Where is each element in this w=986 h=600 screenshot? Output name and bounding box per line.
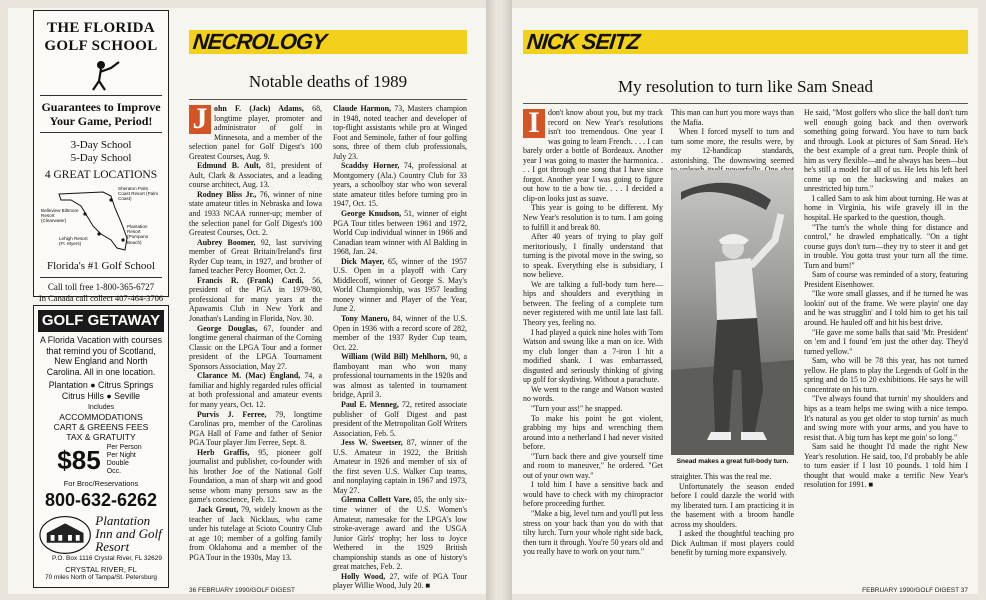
page-folio-right: FEBRUARY 1990/GOLF DIGEST 37: [862, 587, 968, 594]
obituary-text: 73, Masters champion in 1948, noted teacher and developer of top-flight assistants while pro at Winged Foot and Seminole, father of four golfing sons, three of them club professionals, July 23.: [333, 104, 467, 161]
article-paragraph: This year is going to be different. My New Year's resolution is to turn. I am going to fulfill it and break 80.: [523, 203, 663, 232]
ad-tagline: Florida's #1 Golf School: [46, 260, 155, 272]
article-paragraph: I told him I have a sensitive back and would have to check with my chiropractor before proceeding further.: [523, 480, 663, 509]
obituary-name: Herb Graffis,: [197, 447, 250, 457]
seitz-column-2-bottom: [671, 472, 794, 558]
article-paragraph: When I forced myself to turn and turn some more, the results were, by my 12-handicap standards, astonishing. The downswing seemed: [671, 127, 794, 165]
includes-item: CART & GREENS FEES: [53, 422, 149, 433]
article-paragraph: "I've always found that turnin' my shoulders and hips as a team helps me swing with a nice tempo. It's natural as you get older to stop turnin' as much and swing more with your arms, and you have to resist that. A big turn has kept me goin' so long.": [804, 394, 968, 442]
obituary-entry: [189, 371, 322, 409]
seitz-title: My resolution to turn like Sam Snead: [618, 77, 873, 96]
obituary-entry: [189, 410, 322, 448]
article-paragraph: "Ike wore small glasses, and if he turned he was lookin' out of the frame. We were playin' one day and he was strugglin' and I told him to get his tail around. He hauled off and hit his best drive.: [804, 289, 968, 328]
inn-logo-text: Plantation Inn and Golf Resort: [95, 513, 162, 555]
obituary-entry: [333, 314, 467, 352]
article-paragraph: To make his point he got violent, grabbing my hips and wrenching them around into a netherland I had never visited before.: [523, 413, 663, 452]
obituary-name: Glenna Collett Vare,: [341, 495, 412, 505]
obituary-text: 92, last surviving member of Great Britain/Ireland's first Ryder Cup team, in 1927, and brother of famed teacher Percy Boomer, Oct. 2.: [189, 237, 322, 276]
necrology-tag: [189, 30, 467, 54]
obituary-entry: [333, 161, 467, 209]
ad-courses: Plantation ● Citrus Springs Citrus Hills ● Seville: [48, 380, 154, 401]
obituary-name: George Douglas,: [197, 323, 258, 333]
obituary-text: 67, founder and longtime general chairman of the Corning Classic on the LPGA Tour and a former president of the LPGA Tournament Sponsors Association, May 27.: [189, 323, 322, 371]
ad-title: THE FLORIDA GOLF SCHOOL: [44, 20, 158, 54]
section-tag-label: NECROLOGY: [191, 29, 328, 54]
map-label: Lehigh Resort (Ft. Myers): [59, 236, 88, 247]
title-rule: [189, 99, 467, 100]
ad-headline: Guarantees to Improve Your Game, Period!: [41, 100, 161, 128]
article-paragraph: "Make a big, level turn and you'll put less stress on your back than you do with that tilty lurch. Turn your whole right side back, then turn it through. You're 50 years old and you really have to work on your turn.": [523, 508, 663, 557]
obituary-entry: [189, 505, 322, 562]
obituary-name: Tony Manero,: [341, 314, 390, 324]
inn-building-icon: [39, 513, 91, 555]
ad-location: 70 miles North of Tampa/St. Petersburg: [45, 573, 157, 581]
article-paragraph: I called Sam to ask him about turning. He was at home in Virginia, his wife gravely ill in the hospital. He sparked to the question, though.: [804, 193, 968, 223]
obituary-text: 95, pioneer golf journalist and publisher, co-founder with his brother Joe of the National Golf Foundation, a man of sharp wit and good sense whom many persons saw as the game's conscience, Feb. 12.: [189, 447, 322, 505]
section-tag-label: NICK SEITZ: [525, 29, 641, 54]
seitz-tag: [523, 30, 968, 54]
divider: [40, 277, 162, 278]
obituary-entry: [333, 572, 467, 591]
obituary-text: 79, widely known as the teacher of Jack Nicklaus, who came under his tutelage at Scioto Country Club at age 10; member of a golfing family from Oklahoma and a member of the PGA Tour in the 1930s, May 13.: [189, 504, 322, 562]
article-paragraph: I asked the thoughtful teaching pro Dick Aultman if most players could benefit by turning more expansively.: [671, 529, 794, 558]
obituary-entry: [333, 495, 467, 571]
article-paragraph: This man can hurt you more ways than the Mafia.: [671, 108, 794, 127]
price: $85: [57, 445, 101, 476]
golfer-logo-icon: [71, 59, 131, 91]
obituary-text: 87, winner of the U.S. Amateur in 1922, the British Amateur in 1926 and member of six of the first seven U.S. Walker Cup teams, and nonplaying captain in 1967 and 1973, May 27.: [333, 438, 467, 495]
obituary-name: ohn F. (Jack) Adams,: [214, 104, 304, 113]
obituary-name: Purvis J. Ferree,: [197, 409, 267, 419]
map-label: Plantation Resort (Pompano Beach): [127, 224, 149, 245]
divider: [40, 132, 162, 133]
obituary-text: 84, winner of the U.S. Open in 1936 with a record score of 282, member of the 1937 Ryder Cup team, Oct. 22.: [333, 314, 467, 352]
obituary-text: 81, president of Ault, Clark & Associates, and a leading course architect, Aug. 13.: [189, 161, 323, 190]
obituary-name: Scaddsy Horner,: [341, 161, 400, 171]
page-folio-left: 36 FEBRUARY 1990/GOLF DIGEST: [189, 587, 295, 594]
gutter: [486, 0, 512, 600]
obituary-entry: [189, 276, 322, 324]
brochure-label: For Broc/Reservations: [63, 479, 139, 489]
obituary-text: 74, a familiar and highly regarded rules official at both professional and amateur events for many years, Oct. 12.: [189, 371, 323, 409]
obituary-text: 65, winner of the 1957 U.S. Open in a playoff with Cary Middlecoff, winner of George S. May's World Championship, was 1957 leading money winner and Player of the Year, June 2.: [333, 256, 467, 314]
article-paragraph: I had played a quick nine holes with Tom Watson and swung like a man on ice. With my club longer than a 7-iron I hit a modified shank. I was embarrassed, disgusted and seriously thinking of giving up golf for skydiving. Without a parachute.: [523, 327, 663, 385]
obituary-entry: [189, 161, 322, 190]
necrology-title: Notable deaths of 1989: [248, 72, 408, 91]
obituary-name: Francis R. (Frank) Cardi,: [197, 275, 304, 285]
price-block: [34, 444, 168, 476]
photo-caption: Snead makes a great full-body turn.: [676, 458, 789, 465]
article-paragraph: We went to the range and Watson wasted no words.: [523, 384, 663, 404]
drop-cap: J: [189, 105, 211, 134]
obituary-name: Rodney Bliss Jr.,: [197, 189, 257, 199]
obituary-name: George Knudson,: [341, 209, 402, 219]
article-paragraph: "The turn's the whole thing for distance and control," he drawled emphatically. "On a tight course guys don't turn—they try to steer it and get in trouble. You gotta trust your turn all the time. Turn and burn!": [804, 222, 968, 270]
obituary-entry: [333, 400, 467, 438]
obituary-name: Edmund B. Ault,: [197, 161, 261, 171]
inn-logo-block: [39, 513, 163, 555]
article-paragraph: "Turn back there and give yourself time and room to maneuver," he ordered. "Get out of your own way.": [523, 451, 663, 480]
article-paragraph: straighter. This was the real me.: [671, 472, 772, 481]
article-paragraph: "Turn your ass!" he snapped.: [531, 403, 623, 413]
obituary-name: Clarance M. (Mac) England,: [197, 371, 301, 381]
golfer-silhouette-icon: [671, 170, 794, 455]
phone-line[interactable]: In Canada call collect 407-464-3706: [38, 293, 164, 303]
map-label: Belleview Biltmore Resort (Clearwater): [41, 208, 79, 224]
map-label: Sheraton Palm Coast Resort (Palm Coast): [118, 186, 159, 202]
title-rule: [523, 103, 968, 104]
obituary-name: Dick Mayer,: [341, 256, 385, 266]
plantation-inn-ad[interactable]: [33, 305, 169, 588]
obituary-entry: [189, 190, 322, 238]
obituary-entry: [189, 448, 322, 505]
article-paragraph: Sam said he thought I'd made the right New Year's resolution. He said, too, I'd probably be able to turn easier if I lost 10 pounds. I told him I thought that would make a terrific New Year's resolution for 1991. ■: [804, 442, 968, 490]
obituary-text: 27, wife of PGA Tour player Willie Wood, July 20. ■: [333, 571, 467, 591]
article-paragraph: Unfortunately the season ended before I could dazzle the world with my liberated turn. I am practicing it in the basement with a broom handle across my shoulders.: [671, 481, 794, 529]
obituary-entry: [189, 324, 322, 372]
obituary-entry: [189, 238, 322, 276]
article-paragraph: Sam of course was reminded of a story, featuring President Eisenhower.: [804, 270, 968, 289]
obituary-text: 72, retired associate publisher of Golf Digest and past president of the Metropolitan Golf Writers Association, Feb. 5.: [333, 399, 467, 438]
obituary-name: Jess W. Sweetser,: [341, 438, 403, 448]
drop-cap: I: [523, 109, 545, 138]
includes-label: Includes: [87, 403, 115, 411]
program-3day: 3-Day School: [70, 139, 132, 151]
obituary-text: 90, a flamboyant man who won many professional tournaments in the 1920s and was almost as talented in tournament bridge, April 3.: [333, 352, 468, 400]
obituary-name: Claude Harmon,: [333, 104, 391, 113]
obituary-name: Jack Grout,: [197, 504, 239, 514]
obituary-text: 68, longtime player, promoter and administrator of golf in Minnesota, and a member of the selection panel for Golf Digest's 100 Greatest Courses, Aug. 9.: [189, 104, 322, 161]
price-note: Per Person Per Night Double Occ.: [106, 444, 142, 476]
obituary-text: 85, the only six-time winner of the U.S. Women's Amateur, namesake for the LPGA's low stroke-average award and the USGA Junior Girls' trophy; her loss to Joyce Wethered in the 1929 British championship stands as one of history's great matches, Feb. 2.: [333, 495, 467, 572]
obituary-entry: [333, 257, 467, 314]
obituary-name: Holly Wood,: [341, 571, 386, 581]
obituary-name: Aubrey Boomer,: [197, 237, 256, 247]
ad-body: A Florida Vacation with courses that remind you of Scotland, New England and North Carolina. All in one location.: [39, 335, 163, 377]
obituary-name: William (Wild Bill) Mehlhorn,: [341, 352, 448, 362]
article-paragraph: "He gave me some balls that said 'Mr. President' on 'em and I found 'em just the other day. They'd turned yellow.": [804, 327, 968, 356]
obituary-text: 76, winner of nine state amateur titles in Nebraska and Iowa and 1933 NCAA runner-up; member of the selection panel for Golf Digest's 100 Greatest Courses, Oct. 2.: [189, 189, 322, 238]
seitz-column-1: [523, 108, 663, 557]
florida-map: [41, 184, 161, 256]
obituary-text: 79, longtime Carolinas pro, member of the Carolinas PGA Hall of Fame and father of Senior PGA Tour player Jim Ferree, Sept. 8.: [189, 409, 322, 448]
obituary-text: 51, winner of eight PGA Tour titles between 1961 and 1972, World Cup individual winner in 1966 and Canadian team winner with Al Balding in 1968, Jan. 24.: [333, 209, 468, 257]
ad-city: CRYSTAL RIVER, FL: [65, 564, 137, 574]
includes-item: TAX & GRATUITY: [66, 432, 136, 443]
article-paragraph: After 40 years of trying to play golf meritoriously, I finally understand that turning is the pivotal move in the swing, so to speak. Everything else is subsidiary, I now believe.: [523, 232, 663, 280]
article-paragraph: Sam, who will be 78 this year, has not turned yellow. He plans to play the Legends of Golf in the spring and do 15 to 20 exhibitions. He says he will concentrate on his turn.: [804, 356, 968, 394]
ad-title: GOLF GETAWAY: [38, 310, 164, 332]
florida-golf-school-ad[interactable]: [33, 10, 169, 303]
article-paragraph: He said, "Most golfers who slice the ball don't turn well enough going back and then overwork something going forward. You have to turn back and through. Look at pictures of Sam Snead. He's the best example of a great turn. People think of him as very flexible—and he always has been—but he's still a model for all of us. He lets his left heel come up on the backswing and makes an unrestricted hip turn.": [804, 108, 968, 194]
necrology-column-2: [333, 104, 467, 591]
obituary-entry: [333, 104, 467, 161]
obituary-entry: [333, 352, 467, 400]
obituary-entry: [333, 438, 467, 495]
phone-number[interactable]: 800-632-6262: [44, 489, 158, 510]
article-paragraph: don't know about you, but my track record on New Year's resolutions isn't too tremendous. One year I was going to learn French. . . . I can barely order a bottle of Bordeaux. Another year I was going to master the harmonica. . . . I got through one song that I have since forgot. Another year I was going to figure out how to tie a bow tie. . . . I decided a clip-on looks just as suave.: [523, 108, 663, 203]
obituary-name: Paul E. Menneg,: [341, 399, 399, 409]
article-paragraph: We are talking a full-body turn here—hips and shoulders and everything in between. The feeling of a complete turn never registered with me until late last fall. Theory yes, feeling no.: [523, 279, 663, 328]
obituary-text: 56, president of the PGA in 1979-'80, professional for many years at the Apawamis Club in New York and Jonathan's Landing in Florida, Nov. 30.: [189, 275, 322, 324]
obituary-text: 74, professional at Montgomery (Ala.) Country Club for 33 years, a schoolboy star who won several state amateur titles before turning pro in 1947, Oct. 15.: [333, 161, 467, 209]
seitz-column-3: [804, 108, 968, 490]
divider: [40, 95, 162, 96]
locations-title: 4 GREAT LOCATIONS: [44, 169, 158, 181]
program-5day: 5-Day School: [70, 152, 132, 164]
necrology-column-1: [189, 104, 322, 562]
obituary-entry: [333, 209, 467, 257]
includes-item: ACCOMMODATIONS: [59, 412, 143, 423]
snead-photo: [671, 170, 794, 455]
phone-line[interactable]: Call toll free 1-800-365-6727: [47, 282, 155, 292]
ad-address: P.O. Box 1116 Crystal River, FL 32629: [52, 554, 162, 562]
